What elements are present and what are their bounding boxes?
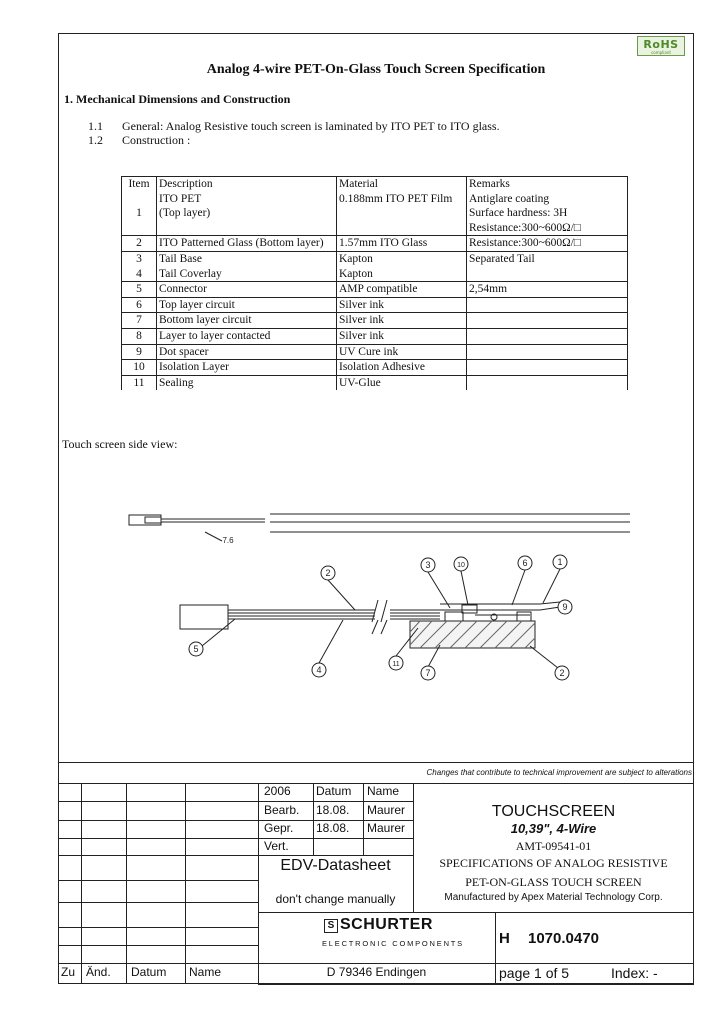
cell-item: 4: [122, 267, 157, 282]
cell-remarks: 2,54mm: [467, 282, 628, 298]
product-name: TOUCHSCREEN: [491, 803, 616, 820]
remark-line: Antiglare coating: [469, 192, 550, 205]
doc-number: 1070.0470: [528, 930, 599, 947]
cell-description: Connector: [157, 282, 337, 298]
cell-material: UV-Glue: [337, 375, 467, 390]
tb-line: [126, 783, 127, 984]
tb-line: [81, 783, 82, 984]
header-material: Material: [337, 177, 467, 192]
remark-line: Surface hardness: 3H: [469, 207, 568, 220]
col-name: Name: [367, 784, 400, 798]
document-title: Analog 4-wire PET-On-Glass Touch Screen Specification: [206, 62, 546, 77]
tb-line: [258, 984, 694, 985]
rohs-text: RoHS: [643, 38, 679, 51]
tb-line: [58, 880, 258, 881]
callout-10: 10: [457, 562, 465, 569]
tb-line: [58, 963, 694, 964]
cell-item: 5: [122, 282, 157, 298]
schurter-logo-icon: S: [324, 919, 338, 933]
cell-material: 1.57mm ITO Glass: [337, 236, 467, 252]
rohs-subtext: compliant: [651, 50, 671, 55]
zu-label: Zu: [61, 965, 76, 979]
edv-datasheet: EDV-Datasheet: [280, 857, 391, 874]
callout-5: 5: [193, 644, 199, 654]
cell-material: Isolation Adhesive: [337, 360, 467, 376]
page-counter: page 1 of 5: [499, 965, 570, 981]
cell-material: Silver ink: [337, 313, 467, 329]
remark-line: Resistance:300~600Ω/□: [469, 221, 581, 234]
logo-main: SCHURTER: [340, 916, 433, 933]
cell-item: 6: [122, 297, 157, 313]
product-size: 10,39", 4-Wire: [510, 821, 597, 836]
cell-item: 2: [122, 236, 157, 252]
callout-7: 7: [425, 668, 431, 678]
callout-4: 4: [316, 665, 322, 675]
cell-description: Layer to layer contacted: [157, 328, 337, 344]
cell-material: 0.188mm ITO PET Film: [337, 192, 467, 236]
callout-11: 11: [392, 661, 400, 668]
tb-line: [58, 945, 258, 946]
cell-description: Sealing: [157, 375, 337, 390]
cell-description: Tail Base: [157, 251, 337, 266]
connector-pin-small: [145, 517, 161, 523]
cell-material: Kapton: [337, 267, 467, 282]
cell-description: Dot spacer: [157, 344, 337, 360]
tb-line: [58, 820, 413, 821]
connector-block: [180, 605, 228, 629]
dont-change-note: don't change manually: [275, 892, 396, 906]
cell-remarks: Resistance:300~600Ω/□: [467, 236, 628, 252]
vert-label: Vert.: [264, 839, 289, 853]
cell-description: ITO Patterned Glass (Bottom layer): [157, 236, 337, 252]
header-item: Item: [122, 177, 157, 192]
callout-9: 9: [562, 602, 568, 612]
cell-material: UV Cure ink: [337, 344, 467, 360]
logo-sub: ELECTRONIC COMPONENTS: [322, 939, 464, 948]
bearb-label: Bearb.: [264, 803, 300, 817]
index: Index: -: [611, 965, 658, 981]
tb-line: [363, 783, 364, 855]
callout-6: 6: [522, 558, 528, 568]
cell-material: Kapton: [337, 251, 467, 266]
notice-text: Changes that contribute to technical improvement are subject to alterations: [426, 768, 692, 777]
header-description: Description: [157, 177, 337, 192]
tb-line: [58, 762, 694, 763]
title-block: [58, 762, 694, 984]
part-number: AMT-09541-01: [515, 839, 592, 853]
spec-line-1: SPECIFICATIONS OF ANALOG RESISTIVE: [439, 856, 668, 870]
item-number: 1.1: [88, 119, 103, 133]
datum-label: Datum: [131, 965, 167, 979]
item-text: Construction :: [122, 133, 191, 147]
tb-line: [58, 927, 258, 928]
item-number: 1.2: [88, 133, 103, 147]
desc-line: (Top layer): [159, 207, 211, 220]
dimension-note: 7.6: [222, 536, 234, 545]
doc-letter: H: [499, 930, 510, 947]
callout-2: 2: [325, 568, 331, 578]
cell-item: 9: [122, 344, 157, 360]
gepr-date: 18.08.: [316, 821, 350, 835]
tb-line: [58, 855, 413, 856]
item-text: General: Analog Resistive touch screen is laminated by ITO PET to ITO glass.: [122, 119, 500, 133]
section-heading: 1. Mechanical Dimensions and Construction: [64, 92, 291, 106]
cell-item: 10: [122, 360, 157, 376]
cell-description: Isolation Layer: [157, 360, 337, 376]
header-remarks: Remarks: [467, 177, 628, 192]
col-datum: Datum: [316, 784, 352, 798]
tb-line: [258, 783, 259, 984]
desc-line: ITO PET: [159, 192, 202, 205]
tb-line: [258, 912, 694, 913]
cell-material: AMP compatible: [337, 282, 467, 298]
location: D 79346 Endingen: [326, 965, 427, 979]
name-label: Name: [189, 965, 222, 979]
cell-description: Tail Coverlay: [157, 267, 337, 282]
cell-item: 3: [122, 251, 157, 266]
cell-item: 11: [122, 375, 157, 390]
gepr-name: Maurer: [367, 821, 406, 835]
tb-line: [58, 801, 413, 802]
gepr-label: Gepr.: [264, 821, 294, 835]
cell-description: Top layer circuit: [157, 297, 337, 313]
side-view-label: Touch screen side view:: [62, 437, 178, 451]
and-label: Änd.: [86, 965, 111, 979]
tb-line: [58, 838, 413, 839]
tb-line: [495, 912, 496, 984]
cell-item: 7: [122, 313, 157, 329]
cell-material: Silver ink: [337, 328, 467, 344]
spec-line-2: PET-ON-GLASS TOUCH SCREEN: [465, 875, 642, 889]
callout-1: 1: [557, 557, 563, 567]
callout-3: 3: [425, 560, 431, 570]
tb-line: [185, 783, 186, 984]
tb-line: [58, 902, 258, 903]
cell-item: 8: [122, 328, 157, 344]
cell-material: Silver ink: [337, 297, 467, 313]
year: 2006: [264, 784, 291, 798]
bearb-name: Maurer: [367, 803, 406, 817]
callout-2b: 2: [559, 668, 565, 678]
bearb-date: 18.08.: [316, 803, 350, 817]
tb-line: [313, 783, 314, 855]
cell-item: 1: [122, 192, 157, 236]
cell-remarks: Separated Tail: [467, 251, 628, 266]
manufacturer: Manufactured by Apex Material Technology Corp.: [444, 892, 663, 903]
cell-description: Bottom layer circuit: [157, 313, 337, 329]
